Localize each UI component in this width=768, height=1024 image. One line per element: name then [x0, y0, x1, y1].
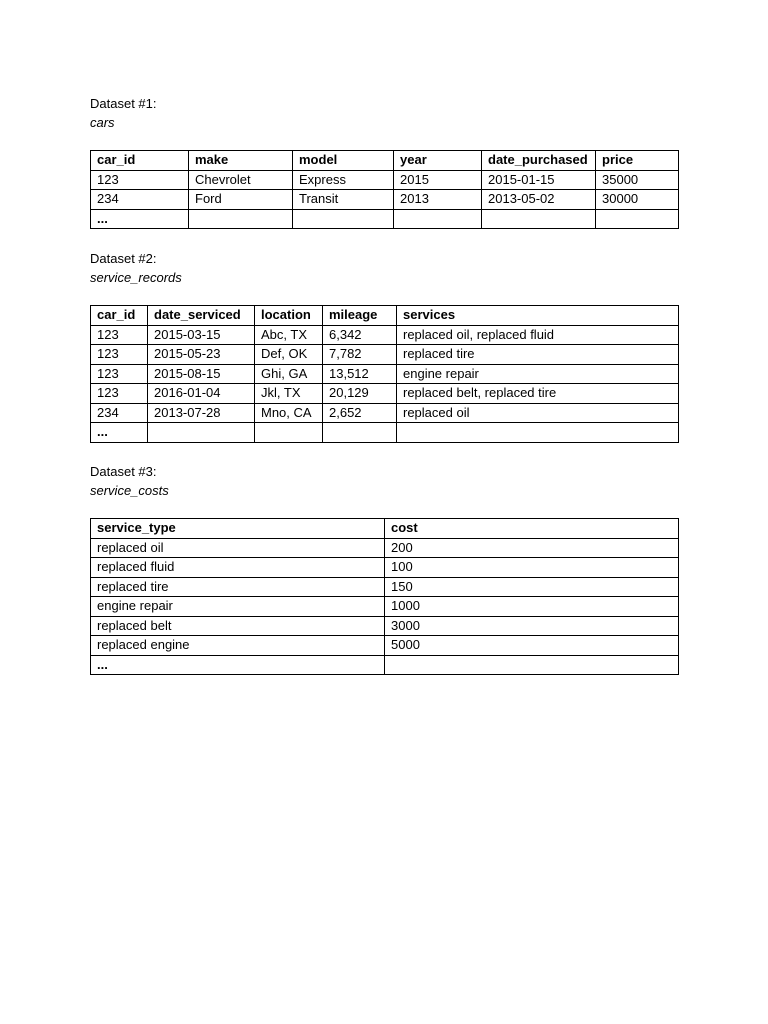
table-cell: 2015-03-15 [148, 325, 255, 345]
dataset-name: service_costs [90, 483, 169, 498]
table-cell: 200 [385, 538, 679, 558]
ellipsis-cell: ... [91, 655, 385, 675]
table-cell: 5000 [385, 636, 679, 656]
table-cell: 2,652 [323, 403, 397, 423]
column-header: location [255, 306, 323, 326]
table-cell: 2015-08-15 [148, 364, 255, 384]
table-cell: Abc, TX [255, 325, 323, 345]
empty-cell [293, 209, 394, 229]
empty-cell [482, 209, 596, 229]
table-cell: 35000 [596, 170, 679, 190]
table-cell: replaced oil [397, 403, 679, 423]
table-row [91, 345, 679, 365]
table-cell: 234 [91, 403, 148, 423]
table-row [91, 636, 679, 656]
table-header-row [91, 519, 679, 539]
table-row [91, 364, 679, 384]
empty-cell [255, 423, 323, 443]
table-cell: replaced belt [91, 616, 385, 636]
table-header-row [91, 306, 679, 326]
table-row [91, 597, 679, 617]
table-cell: 123 [91, 384, 148, 404]
table-row-ellipsis [91, 209, 679, 229]
table-cell: 2016-01-04 [148, 384, 255, 404]
table-cell: 123 [91, 325, 148, 345]
column-header: cost [385, 519, 679, 539]
dataset-title: Dataset #2: [90, 251, 157, 266]
table-cell: Transit [293, 190, 394, 210]
table-cell: Ford [189, 190, 293, 210]
table-row [91, 384, 679, 404]
dataset-title: Dataset #1: [90, 96, 157, 111]
table-cell: 2015-01-15 [482, 170, 596, 190]
table-cell: replaced tire [397, 345, 679, 365]
table-cell: 123 [91, 364, 148, 384]
table-row [91, 190, 679, 210]
table-cell: 3000 [385, 616, 679, 636]
table-row [91, 538, 679, 558]
table-row-ellipsis [91, 423, 679, 443]
table-cell: 13,512 [323, 364, 397, 384]
table-cell: 2015 [394, 170, 482, 190]
dataset-2-section [90, 249, 678, 443]
empty-cell [385, 655, 679, 675]
dataset-name: cars [90, 115, 115, 130]
table-cell: replaced oil, replaced fluid [397, 325, 679, 345]
table-cell: 2013-07-28 [148, 403, 255, 423]
empty-cell [596, 209, 679, 229]
empty-cell [189, 209, 293, 229]
table-row [91, 170, 679, 190]
column-header: date_serviced [148, 306, 255, 326]
table-cell: replaced fluid [91, 558, 385, 578]
column-header: model [293, 151, 394, 171]
column-header: mileage [323, 306, 397, 326]
table-row [91, 325, 679, 345]
ellipsis-cell: ... [91, 423, 148, 443]
ellipsis-cell: ... [91, 209, 189, 229]
table-cell: Def, OK [255, 345, 323, 365]
table-cell: Jkl, TX [255, 384, 323, 404]
table-cell: 150 [385, 577, 679, 597]
dataset-1-section [90, 94, 678, 229]
table-cell: Ghi, GA [255, 364, 323, 384]
table-cell: 100 [385, 558, 679, 578]
table-cell: engine repair [397, 364, 679, 384]
table-cell: 30000 [596, 190, 679, 210]
column-header: price [596, 151, 679, 171]
empty-cell [397, 423, 679, 443]
table-cell: replaced belt, replaced tire [397, 384, 679, 404]
table-cell: 123 [91, 170, 189, 190]
column-header: year [394, 151, 482, 171]
table-cell: 20,129 [323, 384, 397, 404]
column-header: date_purchased [482, 151, 596, 171]
dataset-title: Dataset #3: [90, 464, 157, 479]
service-records-table [90, 305, 679, 443]
table-cell: Chevrolet [189, 170, 293, 190]
table-cell: replaced tire [91, 577, 385, 597]
table-cell: replaced engine [91, 636, 385, 656]
table-row [91, 616, 679, 636]
column-header: service_type [91, 519, 385, 539]
table-cell: Mno, CA [255, 403, 323, 423]
column-header: car_id [91, 306, 148, 326]
empty-cell [323, 423, 397, 443]
table-cell: engine repair [91, 597, 385, 617]
column-header: services [397, 306, 679, 326]
table-cell: Express [293, 170, 394, 190]
table-cell: 234 [91, 190, 189, 210]
table-cell: 123 [91, 345, 148, 365]
table-row [91, 403, 679, 423]
cars-table [90, 150, 679, 229]
table-row-ellipsis [91, 655, 679, 675]
empty-cell [394, 209, 482, 229]
dataset-name: service_records [90, 270, 182, 285]
table-header-row [91, 151, 679, 171]
table-cell: 2013-05-02 [482, 190, 596, 210]
table-cell: replaced oil [91, 538, 385, 558]
table-cell: 2013 [394, 190, 482, 210]
table-cell: 6,342 [323, 325, 397, 345]
dataset-3-section [90, 462, 678, 675]
service-costs-table [90, 518, 679, 675]
empty-cell [148, 423, 255, 443]
column-header: make [189, 151, 293, 171]
column-header: car_id [91, 151, 189, 171]
table-row [91, 577, 679, 597]
table-cell: 1000 [385, 597, 679, 617]
table-cell: 2015-05-23 [148, 345, 255, 365]
table-cell: 7,782 [323, 345, 397, 365]
table-row [91, 558, 679, 578]
